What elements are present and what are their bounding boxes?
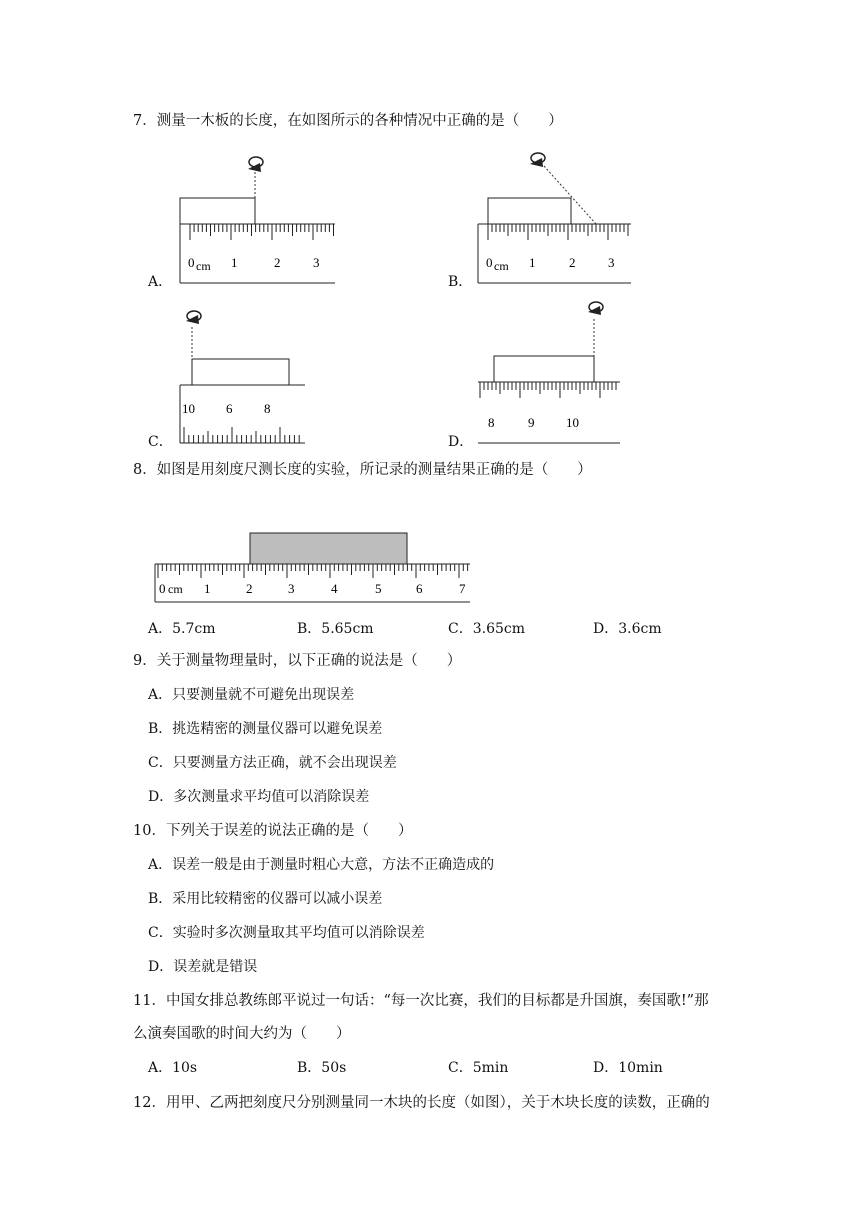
q8-option-d: D．3.6cm <box>593 621 662 637</box>
q7-stem: 7．测量一木板的长度，在如图所示的各种情况中正确的是（ ） <box>133 113 563 129</box>
wood-block <box>250 533 407 564</box>
q11-option-b: B．50s <box>297 1060 347 1076</box>
q7-figure-c <box>170 305 310 445</box>
q10-stem: 10．下列关于误差的说法正确的是（ ） <box>133 823 413 839</box>
tick-label: 3 <box>288 581 295 596</box>
q11-option-c: C．5min <box>448 1060 509 1076</box>
tick-label: 1 <box>231 255 238 270</box>
q7-figure-d <box>470 295 635 450</box>
eye-icon <box>248 157 263 172</box>
wood-board <box>494 356 594 382</box>
q8-option-a: A．5.7cm <box>148 621 216 637</box>
q10-option-b: B．采用比较精密的仪器可以减小误差 <box>148 891 383 907</box>
tick-label: 6 <box>226 401 233 416</box>
wood-board <box>192 359 289 385</box>
q7-figure-b <box>468 150 643 285</box>
q8-option-b: B．5.65cm <box>297 621 374 637</box>
q7-figure-a <box>170 150 345 285</box>
wood-board <box>488 198 571 224</box>
q11-stem-line2: 么演奏国歌的时间大约为（ ） <box>133 1026 351 1042</box>
ruler <box>155 564 470 602</box>
tick-label: 2 <box>569 255 576 270</box>
q9-option-a: A．只要测量就不可避免出现误差 <box>148 687 355 703</box>
q9-stem: 9．关于测量物理量时，以下正确的说法是（ ） <box>133 653 462 669</box>
q8-figure <box>150 528 475 608</box>
q11-option-d: D．10min <box>593 1060 663 1076</box>
tick-label: 3 <box>608 255 615 270</box>
eye-icon <box>186 311 201 324</box>
q7-label-b: B． <box>448 274 473 290</box>
eye-icon <box>588 302 603 315</box>
ruler <box>180 224 335 283</box>
tick-label: 0 <box>159 581 166 596</box>
q10-option-c: C．实验时多次测量取其平均值可以消除误差 <box>148 925 425 941</box>
tick-label: 2 <box>274 255 281 270</box>
tick-label: 3 <box>313 255 320 270</box>
tick-label: 2 <box>246 581 253 596</box>
tick-label: 8 <box>264 401 271 416</box>
tick-label-upside-down: 10 <box>182 401 195 416</box>
tick-label: 1 <box>529 255 536 270</box>
tick-label: 5 <box>375 581 382 596</box>
ruler <box>180 385 305 443</box>
tick-unit: cm <box>168 582 183 596</box>
tick-label: 0 <box>486 255 493 270</box>
tick-label: 7 <box>459 581 466 596</box>
tick-label: 4 <box>331 581 338 596</box>
eye-icon <box>530 153 545 167</box>
tick-label: 0 <box>188 255 195 270</box>
tick-label: 9 <box>528 415 535 430</box>
ruler <box>478 382 620 443</box>
tick-label: 1 <box>204 581 211 596</box>
q10-option-d: D．误差就是错误 <box>148 959 258 975</box>
q11-option-a: A．10s <box>148 1060 198 1076</box>
q9-option-d: D．多次测量求平均值可以消除误差 <box>148 789 370 805</box>
q7-label-a: A． <box>148 274 173 290</box>
wood-board <box>180 198 255 224</box>
q11-stem-line1: 11．中国女排总教练郎平说过一句话：“每一次比赛，我们的目标都是升国旗，奏国歌!”那 <box>133 993 709 1009</box>
q8-stem: 8．如图是用刻度尺测长度的实验，所记录的测量结果正确的是（ ） <box>133 462 592 478</box>
ruler <box>478 224 631 283</box>
tick-label: 6 <box>416 581 423 596</box>
tick-label: 10 <box>566 415 579 430</box>
tick-unit: cm <box>196 259 211 273</box>
q7-label-c: C． <box>148 434 173 450</box>
q7-label-d: D． <box>448 434 474 450</box>
tick-unit: cm <box>494 259 509 273</box>
tick-label: 8 <box>488 415 495 430</box>
q12-stem: 12．用甲、乙两把刻度尺分别测量同一木块的长度（如图），关于木块长度的读数，正确的 <box>133 1095 710 1111</box>
q8-option-c: C．3.65cm <box>448 621 525 637</box>
q10-option-a: A．误差一般是由于测量时粗心大意，方法不正确造成的 <box>148 857 495 873</box>
q9-option-b: B．挑选精密的测量仪器可以避免误差 <box>148 721 383 737</box>
q9-option-c: C．只要测量方法正确，就不会出现误差 <box>148 755 397 771</box>
